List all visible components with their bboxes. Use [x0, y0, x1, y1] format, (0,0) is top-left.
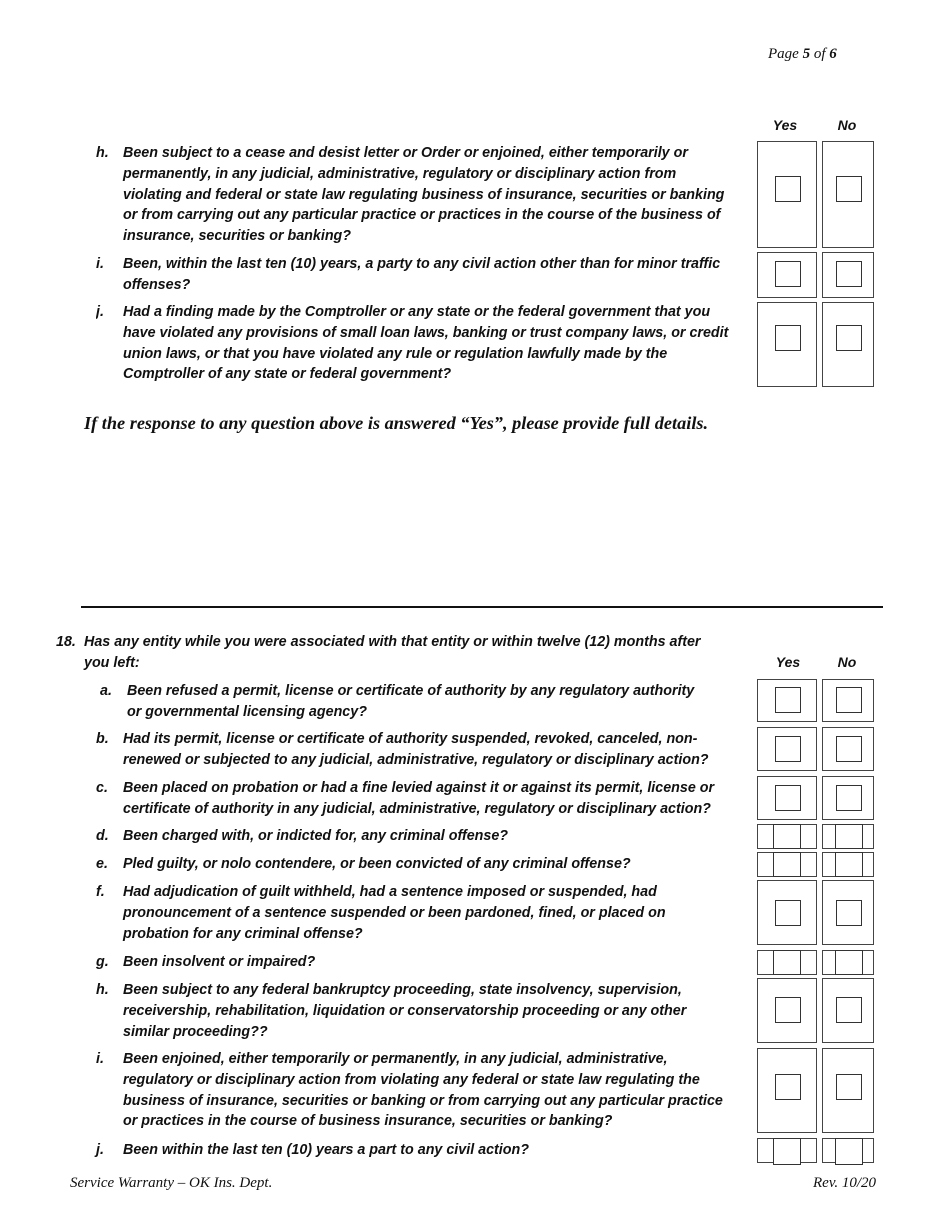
- checkbox-no-18j[interactable]: [835, 1138, 863, 1165]
- checkbox-no-18g[interactable]: [835, 950, 863, 975]
- question-letter: h.: [96, 145, 109, 161]
- question-letter: j.: [96, 304, 104, 320]
- question-letter: i.: [96, 1051, 104, 1067]
- checkbox-yes-18e[interactable]: [773, 852, 801, 877]
- checkbox-no-18b[interactable]: [836, 736, 862, 762]
- question-letter: d.: [96, 828, 109, 844]
- yes-column-header: Yes: [772, 117, 798, 133]
- checkbox-yes-18d[interactable]: [773, 824, 801, 849]
- checkbox-yes-18f[interactable]: [775, 900, 801, 926]
- question-letter: c.: [96, 780, 108, 796]
- question-letter: j.: [96, 1142, 104, 1158]
- question-letter: f.: [96, 884, 105, 900]
- checkbox-no-17h[interactable]: [836, 176, 862, 202]
- checkbox-yes-17h[interactable]: [775, 176, 801, 202]
- question-text: Been within the last ten (10) years a part to any civil action?: [123, 1142, 529, 1158]
- question-text: Had adjudication of guilt withheld, had a sentence imposed or suspended, had pronouncement of a sentence suspended or been pardoned, fined, or placed on probation for any criminal offense?: [123, 884, 666, 942]
- question-17i: [96, 254, 752, 298]
- checkbox-no-18c[interactable]: [836, 785, 862, 811]
- question-text: Had its permit, license or certificate of authority suspended, revoked, canceled, non- renewed or subjected to any judicial, administrative, regulatory or disciplinary action?: [123, 731, 709, 768]
- question-text: Been subject to a cease and desist letter or Order or enjoined, either temporarily or permanently, in any judicial, administrative, regulatory or disciplinary action from violating and federal or state law regulating business of insurance, securities or banking or from carrying out any particular practice or practices in the course of the business of insurance, securities or banking?: [123, 145, 725, 245]
- details-area[interactable]: [81, 445, 883, 603]
- question-letter: g.: [96, 954, 109, 970]
- question-text: Had a finding made by the Comptroller or any state or the federal government that you have violated any provisions of small loan laws, banking or trust company laws, or credit union laws, or that you have violated any rule or regulation lawfully made by the Comptroller of any state or federal government?: [123, 304, 729, 383]
- question-text: Been refused a permit, license or certificate of authority by any regulatory authority or governmental licensing agency?: [127, 683, 695, 720]
- details-divider: [81, 606, 883, 608]
- checkbox-yes-18b[interactable]: [775, 736, 801, 762]
- question-letter: h.: [96, 982, 109, 998]
- question-17h: [96, 143, 756, 248]
- footer-form-name: Service Warranty – OK Ins. Dept.: [70, 1175, 273, 1191]
- checkbox-yes-17i[interactable]: [775, 261, 801, 287]
- question-number: 18.: [56, 634, 76, 650]
- question-17j: [96, 302, 752, 388]
- no-column-header: No: [837, 117, 857, 133]
- footer-revision: Rev. 10/20: [813, 1175, 877, 1191]
- question-letter: a.: [100, 683, 112, 699]
- checkbox-no-17j[interactable]: [836, 325, 862, 351]
- question-letter: i.: [96, 256, 104, 272]
- question-letter: b.: [96, 731, 109, 747]
- checkbox-no-18e[interactable]: [835, 852, 863, 877]
- details-instruction: If the response to any question above is answered “Yes”, please provide full details.: [84, 413, 709, 433]
- question-18: [56, 632, 756, 676]
- question-text: Been placed on probation or had a fine levied against it or against its permit, license or certificate of authority in any judicial, administrative, regulatory or disciplinary action?: [123, 780, 715, 817]
- checkbox-yes-18i[interactable]: [775, 1074, 801, 1100]
- checkbox-no-17i[interactable]: [836, 261, 862, 287]
- question-text: Been subject to any federal bankruptcy proceeding, state insolvency, supervision, receivership, rehabilitation, liquidation or conservatorship proceeding or any other similar proceeding??: [123, 982, 687, 1040]
- question-text: Been charged with, or indicted for, any criminal offense?: [123, 828, 509, 844]
- checkbox-no-18a[interactable]: [836, 687, 862, 713]
- checkbox-no-18d[interactable]: [835, 824, 863, 849]
- checkbox-no-18h[interactable]: [836, 997, 862, 1023]
- question-letter: e.: [96, 856, 108, 872]
- checkbox-yes-17j[interactable]: [775, 325, 801, 351]
- question-text: Been, within the last ten (10) years, a party to any civil action other than for minor traffic offenses?: [123, 256, 721, 293]
- question-text: Has any entity while you were associated with that entity or within twelve (12) months after you left:: [84, 634, 701, 671]
- checkbox-yes-18c[interactable]: [775, 785, 801, 811]
- checkbox-no-18f[interactable]: [836, 900, 862, 926]
- checkbox-yes-18j[interactable]: [773, 1138, 801, 1165]
- question-text: Pled guilty, or nolo contendere, or been convicted of any criminal offense?: [123, 856, 631, 872]
- no-column-header: No: [837, 654, 857, 670]
- question-text: Been insolvent or impaired?: [123, 954, 316, 970]
- checkbox-yes-18a[interactable]: [775, 687, 801, 713]
- checkbox-no-18i[interactable]: [836, 1074, 862, 1100]
- question-text: Been enjoined, either temporarily or permanently, in any judicial, administrative, regulatory or disciplinary action from violating any federal or state law regulating the business of insurance, securities or banking or from carrying out any particular practice or practices in the course of business insurance, securities or banking?: [123, 1051, 723, 1130]
- yes-column-header: Yes: [775, 654, 801, 670]
- checkbox-yes-18h[interactable]: [775, 997, 801, 1023]
- checkbox-yes-18g[interactable]: [773, 950, 801, 975]
- page-number: Page 5 of 6: [768, 46, 837, 62]
